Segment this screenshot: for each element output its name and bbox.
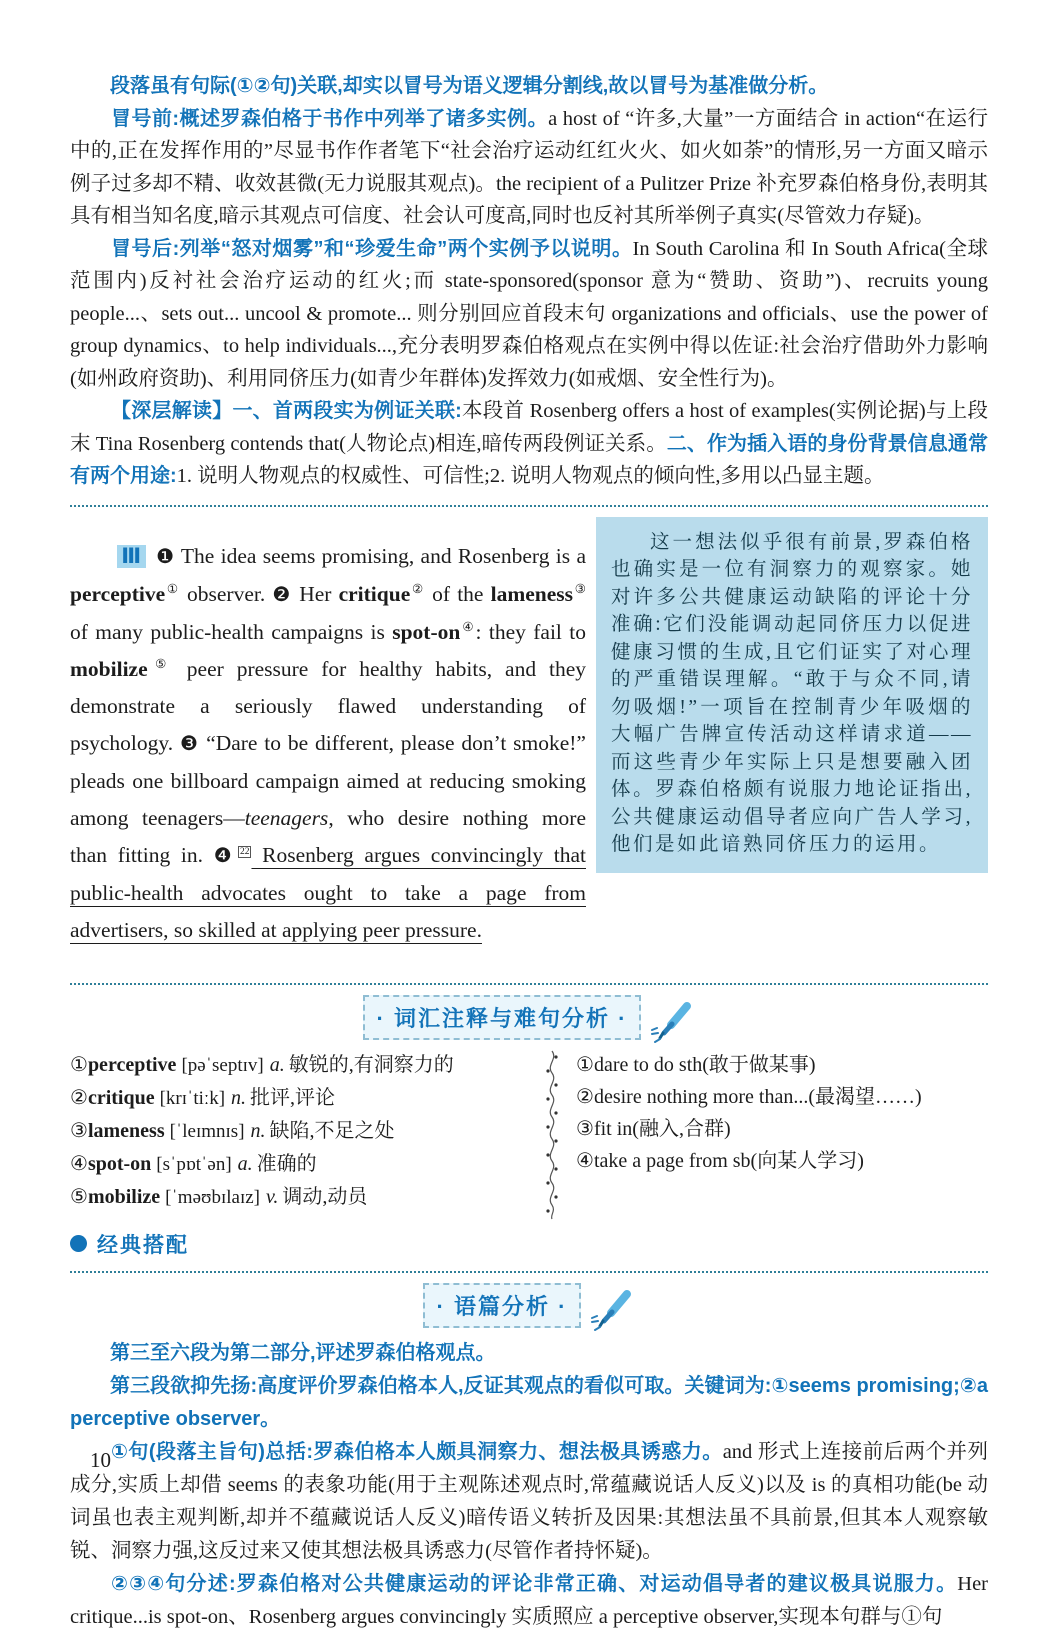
- translation-box: [596, 517, 988, 873]
- passage-segment: lameness: [490, 582, 574, 606]
- discourse-section-badge: · 语篇分析 ·: [423, 1283, 582, 1328]
- passage-segment: ⑤: [147, 656, 174, 671]
- passage-rich-text: [70, 544, 586, 942]
- bullet-circle-icon: [70, 1235, 87, 1252]
- passage-segment: ①: [165, 581, 180, 596]
- discourse-part-overview: 第三至六段为第二部分,评述罗森伯格观点。: [110, 1341, 496, 1364]
- passage-segment: ❶: [156, 546, 175, 568]
- passage-segment: ③: [573, 581, 587, 596]
- translation-text: 这一想法似乎很有前景,罗森伯格也确实是一位有洞察力的观察家。她对许多公共健康运动缺陷的评论十分准确:它们没能调动起同侪压力以促进健康习惯的生成,且它们证实了对心理的严重错误理解。“敢于与众不同,请勿吸烟!”一项旨在控制青少年吸烟的大幅广告牌宣传活动这样请求道——而这些青少年实际上只是想要融入团体。罗森伯格颇有说服力地论证指出,公共健康运动倡导者应向广告人学习,他们是如此谙熟同侪压力的运用。: [611, 531, 973, 855]
- deep-reading-heading: 【深层解读】一、首两段实为例证关联:: [111, 400, 462, 422]
- passage-segment: peer pressure for healthy habits, and they demonstrate a seriously flawed understanding of psychology.: [70, 657, 586, 755]
- word-definition: 调动,动员: [282, 1185, 368, 1208]
- phrase-entry: [576, 1145, 988, 1177]
- word-list: [70, 1049, 532, 1221]
- word-entry: [70, 1115, 532, 1148]
- sentence234-analysis: Her critique...is spot-on、Rosenberg argues convincingly 实质照应 a perceptive observer,实现本句群与①句: [70, 1572, 988, 1628]
- intro-before-colon-paragraph: [70, 103, 988, 233]
- phrase-entry: [576, 1049, 988, 1081]
- phrase-entry: [576, 1113, 988, 1145]
- passage-segment: observer.: [179, 582, 273, 606]
- discourse-section-body: [70, 1337, 988, 1634]
- collocation-label: 经典搭配: [97, 1233, 189, 1257]
- word-entry: [70, 1049, 532, 1082]
- phrase-number: ④: [576, 1149, 594, 1172]
- word-pos: a.: [237, 1152, 253, 1175]
- phrase-english: dare to do sth: [593, 1053, 703, 1076]
- sentence1-analysis: and 形式上连接前后两个并列成分,实质上却借 seems 的表象功能(用于主观陈述观点时,常蕴藏说话人反义)以及 is 的真相功能(be 动词虽也表主观判断,却并不蕴藏说话人反义)暗传语义转折及因果:其想法虽不具前景,但其本人观察敏锐、洞察力强,这反过来又使其想法极具诱惑力(尽管作者持怀疑)。: [70, 1440, 988, 1562]
- phrase-chinese: (最渴望……): [808, 1085, 922, 1108]
- passage-english-text: [70, 538, 586, 949]
- word-headword: lameness: [87, 1119, 165, 1142]
- passage-segment: spot-on: [392, 620, 461, 644]
- discourse-section-header: [70, 1283, 988, 1331]
- passage-segment: ④: [460, 619, 476, 634]
- passage-segment: of many public-health campaigns is: [70, 620, 393, 644]
- pen-icon: [589, 1289, 635, 1331]
- passage-segment: ❷: [272, 584, 293, 606]
- passage-segment: perceptive: [70, 582, 166, 606]
- word-ipa: [ˈleɪmnɪs]: [169, 1120, 245, 1142]
- passage-segment: “Dare to be different, please don’t smoke!” pleads one billboard campaign aimed at reducing smoking among teenagers—: [70, 731, 586, 830]
- word-definition: 批评,评论: [250, 1086, 336, 1109]
- passage-segment: of the: [425, 582, 491, 606]
- word-entry: [70, 1148, 532, 1181]
- phrase-entry: [576, 1081, 988, 1113]
- sentence234-heading: ②③④句分述:罗森伯格对公共健康运动的评论非常正确、对运动倡导者的建议极具说服力。: [111, 1572, 958, 1595]
- page-number: 10: [90, 1448, 111, 1472]
- word-ipa: [krɪˈtiːk]: [159, 1087, 226, 1109]
- phrase-english: take a page from sb: [593, 1149, 751, 1172]
- collocation-row: [70, 1229, 988, 1259]
- passage-section: [70, 517, 988, 971]
- passage-segment: 22: [239, 846, 250, 857]
- word-headword: critique: [87, 1086, 155, 1109]
- word-ipa: [pəˈseptɪv]: [181, 1054, 264, 1076]
- passage-segment: critique: [338, 582, 411, 606]
- phrase-number: ③: [576, 1117, 594, 1140]
- dotted-divider: [70, 1271, 988, 1273]
- word-ipa: [sˈpɒtˈən]: [156, 1153, 232, 1175]
- sentence1-heading: ①句(段落主旨句)总括:罗森伯格本人颇具洞察力、想法极具诱惑力。: [111, 1440, 723, 1463]
- deep-reading-analysis-2: 1. 说明人物观点的权威性、可信性;2. 说明人物观点的倾向性,多用以凸显主题。: [176, 465, 885, 487]
- word-definition: 敏锐的,有洞察力的: [288, 1053, 454, 1076]
- word-pos: n.: [231, 1086, 247, 1109]
- intro-after-colon-paragraph: [70, 233, 988, 396]
- passage-segment: ②: [410, 581, 425, 596]
- deep-reading-heading-2: 二、作为插入语的身份背景信息通常有两个用途:: [70, 432, 988, 487]
- passage-segment: teenagers: [244, 806, 329, 830]
- word-headword: spot-on: [87, 1152, 152, 1175]
- passage-segment: ❹: [213, 845, 237, 867]
- wavy-divider: [532, 1049, 572, 1221]
- word-headword: perceptive: [87, 1053, 177, 1076]
- phrase-english: desire nothing more than...: [593, 1085, 809, 1108]
- word-entry: [70, 1082, 532, 1115]
- phrase-english: fit in: [593, 1117, 633, 1140]
- phrase-chinese: (融入,合群): [632, 1117, 731, 1140]
- deep-reading-analysis-1: 本段首 Rosenberg offers a host of examples(实例论据)与上段末 Tina Rosenberg contends that(人物论点)相连,暗传两段例证关系。: [70, 400, 988, 455]
- before-colon-heading: 冒号前:概述罗森伯格于书作中列举了诸多实例。: [111, 107, 549, 130]
- passage-segment: Rosenberg argues convincingly that public-health advocates ought to take a page from advertisers, so skilled at applying peer pressure.: [70, 843, 586, 942]
- after-colon-heading: 冒号后:列举“怒对烟雾”和“珍爱生命”两个实例予以说明。: [111, 237, 633, 260]
- deep-reading-paragraph: [70, 395, 988, 493]
- vocab-section-badge: · 词汇注释与难句分析 ·: [363, 995, 642, 1040]
- word-definition: 准确的: [256, 1152, 317, 1175]
- phrase-list: [572, 1049, 988, 1221]
- phrase-number: ②: [576, 1085, 594, 1108]
- passage-segment: Her: [292, 582, 339, 606]
- word-entry: [70, 1181, 532, 1214]
- intro-summary-line: 段落虽有句际(①②句)关联,却实以冒号为语义逻辑分割线,故以冒号为基准做分析。: [110, 75, 829, 97]
- passage-segment: mobilize: [70, 657, 148, 681]
- word-number: ④: [70, 1152, 88, 1175]
- before-colon-analysis: a host of “许多,大量”一方面结合 in action“在运行中的,正在发挥作用的”尽显书作作者笔下“社会治疗运动红红火火、如火如荼”的情形,另一方面又暗示例子过多却不精、收效甚微(无力说服其观点)。the recipient of a Pulitzer Prize 补充罗森伯格身份,表明其具有相当知名度,暗示其观点可信度、社会认可度高,同时也反衬其所举例子真实(尽管效力存疑)。: [70, 107, 988, 227]
- word-ipa: [ˈməʊbɪlaɪz]: [165, 1186, 260, 1208]
- passage-segment: The idea seems promising, and Rosenberg is a: [174, 544, 586, 568]
- paragraph-roman-marker: Ⅲ: [117, 545, 146, 568]
- word-definition: 缺陷,不足之处: [269, 1119, 395, 1142]
- pen-icon: [649, 1001, 695, 1043]
- discourse-sentence234-paragraph: [70, 1568, 988, 1634]
- word-number: ①: [70, 1053, 88, 1076]
- discourse-paragraph-overview: 第三段欲抑先扬:高度评价罗森伯格本人,反证其观点的看似可取。关键词为:①seems promising;②a perceptive observer。: [70, 1374, 988, 1430]
- word-pos: n.: [250, 1119, 266, 1142]
- word-number: ③: [70, 1119, 88, 1142]
- dotted-divider: [70, 983, 988, 985]
- passage-segment: , who desire nothing more than fitting in.: [70, 806, 586, 867]
- dotted-divider: [70, 505, 988, 507]
- vocab-section-header: [70, 995, 988, 1043]
- phrase-chinese: (敢于做某事): [702, 1053, 816, 1076]
- vocab-section-body: [70, 1049, 988, 1221]
- word-pos: v.: [265, 1185, 279, 1208]
- word-headword: mobilize: [87, 1185, 161, 1208]
- word-number: ⑤: [70, 1185, 88, 1208]
- word-pos: a.: [269, 1053, 285, 1076]
- passage-segment: : they fail to: [475, 620, 586, 644]
- passage-segment: ❸: [179, 733, 200, 755]
- phrase-chinese: (向某人学习): [750, 1149, 864, 1172]
- after-colon-analysis: In South Carolina 和 In South Africa(全球范围内)反衬社会治疗运动的红火;而 state-sponsored(sponsor 意为“赞助、资助”)、recruits young people...、sets out... uncool & promote... 则分别回应首段末句 organizations and officials、use the power of group dynamics、to help individuals...,充分表明罗森伯格观点在实例中得以佐证:社会治疗借助外力影响(如州政府资助)、利用同侪压力(如青少年群体)发挥效力(如戒烟、安全性行为)。: [70, 237, 988, 390]
- phrase-number: ①: [576, 1053, 594, 1076]
- word-number: ②: [70, 1086, 88, 1109]
- discourse-sentence1-paragraph: [70, 1436, 988, 1568]
